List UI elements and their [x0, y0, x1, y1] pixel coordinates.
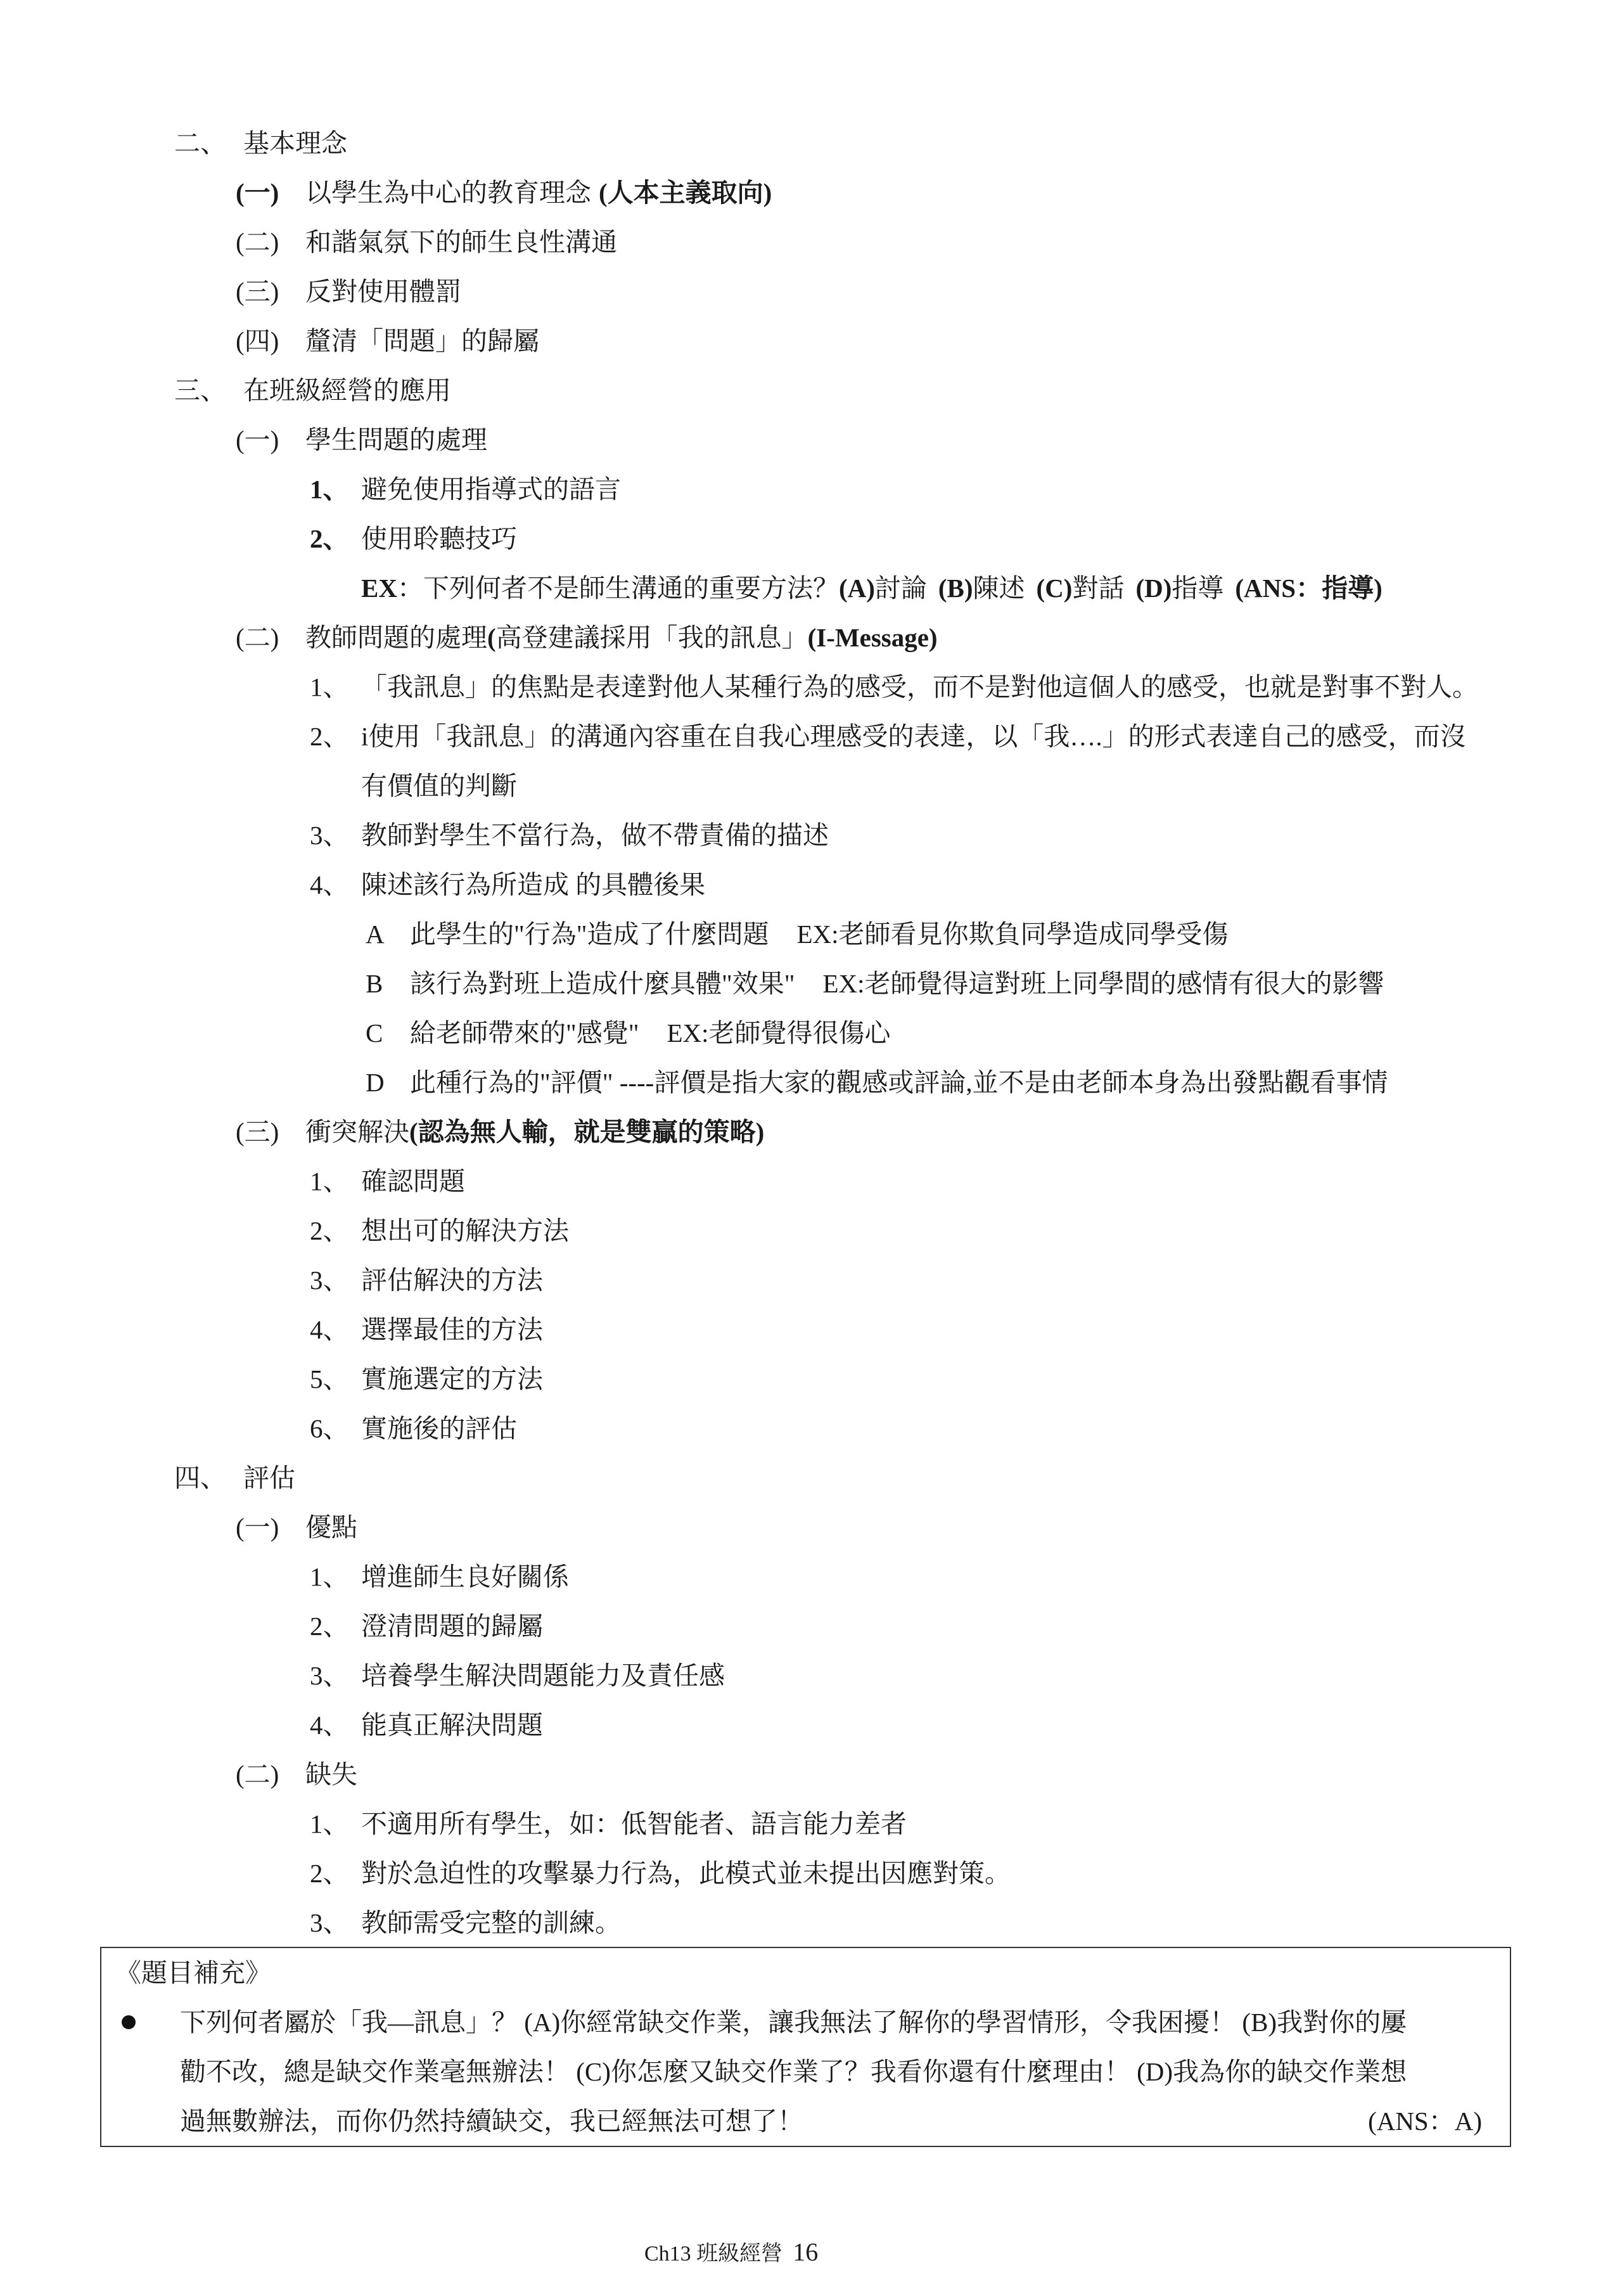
- consequence-item: [0, 1008, 1622, 1058]
- example-prefix: EX: [361, 574, 397, 603]
- subsection-note: (認為無人輸，就是雙贏的策略): [409, 1117, 765, 1146]
- consequence-item: [0, 909, 1622, 959]
- supplement-box: [100, 1947, 1511, 2147]
- list-text: 對於急迫性的攻擊暴力行為，此模式並未提出因應對策。: [361, 1859, 1011, 1888]
- list-number: 5、: [310, 1364, 349, 1394]
- bullet-icon: [122, 2015, 136, 2029]
- list-text: 確認問題: [361, 1167, 465, 1196]
- option-key: (D): [1135, 574, 1172, 603]
- item-number: (二): [236, 228, 279, 257]
- example-question: [0, 563, 1622, 613]
- consequence-example: EX:老師覺得這對班上同學間的感情有很大的影響: [822, 969, 1384, 998]
- list-number: 3、: [310, 821, 349, 850]
- consequence-key: D: [366, 1068, 385, 1097]
- list-number: 2、: [310, 1859, 349, 1888]
- item-text: 反對使用體罰: [305, 277, 461, 306]
- list-item: [0, 1601, 1622, 1651]
- subsection-number: (二): [236, 1760, 279, 1789]
- list-number: 2、: [310, 1216, 349, 1245]
- section-title: 在班級經營的應用: [243, 376, 451, 405]
- list-text: 陳述該行為所造成 的具體後果: [361, 870, 706, 899]
- list-text: 增進師生良好關係: [361, 1562, 569, 1591]
- list-item: [0, 860, 1622, 909]
- option-text: 指導: [1172, 574, 1224, 603]
- list-text: 選擇最佳的方法: [361, 1315, 543, 1344]
- item-text: 釐清「問題」的歸屬: [305, 326, 539, 356]
- list-text: 避免使用指導式的語言: [361, 475, 621, 504]
- example-answer: (ANS：指導): [1235, 574, 1383, 603]
- concept-item: [0, 217, 1622, 267]
- consequence-key: C: [366, 1018, 383, 1048]
- consequence-example: EX:老師覺得很傷心: [667, 1018, 891, 1048]
- list-item: [0, 662, 1622, 712]
- list-number: 1、: [310, 672, 349, 702]
- section-heading-basic-concepts: [0, 119, 1622, 168]
- consequence-text: 此種行為的"評價" ----評價是指大家的觀感或評論,並不是由老師本身為出發點觀看事情: [410, 1068, 1388, 1097]
- list-text: 「我訊息」的焦點是表達對他人某種行為的感受，而不是對他這個人的感受，也就是對事不對人。: [361, 672, 1478, 702]
- subsection-number: (二): [236, 623, 279, 652]
- list-number: 4、: [310, 870, 349, 899]
- list-text: i使用「我訊息」的溝通內容重在自我心理感受的表達，以「我….」的形式表達自己的感受，而沒: [361, 722, 1466, 751]
- subsection-note-english: (I-Message): [807, 623, 938, 652]
- concept-item: [0, 316, 1622, 366]
- list-number: 4、: [310, 1710, 349, 1740]
- option-text: 對話: [1072, 574, 1125, 603]
- option-key: (B): [938, 574, 973, 603]
- subsection-note: 高登建議採用「我的訊息」: [495, 623, 808, 652]
- item-number: (三): [236, 277, 279, 306]
- list-text: 培養學生解決問題能力及責任感: [361, 1661, 725, 1690]
- list-item: [0, 1799, 1622, 1849]
- list-item: [0, 1206, 1622, 1255]
- subsection-number: (一): [236, 425, 279, 454]
- item-number: (四): [236, 326, 279, 356]
- question-line: 勸不改，總是缺交作業毫無辦法！ (C)你怎麼又缺交作業了？我看你還有什麼理由！ (D)我為你的缺交作業想: [180, 2057, 1407, 2086]
- section-heading-evaluation: [0, 1453, 1622, 1503]
- list-item: [0, 465, 1622, 514]
- list-number: 3、: [310, 1266, 349, 1295]
- question-answer: (ANS：A): [1368, 2107, 1482, 2136]
- item-text: 以學生為中心的教育理念: [305, 178, 591, 207]
- item-note: (人本主義取向): [599, 178, 772, 207]
- consequence-key: A: [366, 920, 385, 949]
- option-text: 討論: [874, 574, 927, 603]
- list-item: [0, 811, 1622, 860]
- subsection-heading-teacher-problems: [0, 613, 1622, 662]
- list-text: 評估解決的方法: [361, 1266, 543, 1295]
- list-text: 教師需受完整的訓練。: [361, 1908, 621, 1937]
- section-number: 二、: [174, 129, 226, 158]
- concept-item: [0, 267, 1622, 316]
- list-text: 實施選定的方法: [361, 1364, 543, 1394]
- list-number: 3、: [310, 1661, 349, 1690]
- outline-content: [0, 119, 1622, 1947]
- consequence-example: EX:老師看見你欺負同學造成同學受傷: [796, 920, 1229, 949]
- subsection-heading-cons: [0, 1750, 1622, 1799]
- list-number: 2、: [310, 1612, 349, 1641]
- list-text: 教師對學生不當行為，做不帶責備的描述: [361, 821, 829, 850]
- section-title: 基本理念: [243, 129, 347, 158]
- list-item: [0, 514, 1622, 563]
- list-text: 不適用所有學生，如：低智能者、語言能力差者: [361, 1809, 907, 1838]
- subsection-heading-pros: [0, 1503, 1622, 1552]
- subsection-title: 衝突解決: [305, 1117, 409, 1146]
- list-number: 1、: [310, 1809, 349, 1838]
- list-text: 想出可的解決方法: [361, 1216, 569, 1245]
- section-title: 評估: [243, 1463, 295, 1492]
- consequence-key: B: [366, 969, 383, 998]
- list-number: 2、: [310, 722, 349, 751]
- consequence-text: 該行為對班上造成什麼具體"效果": [410, 969, 795, 998]
- list-number: 3、: [310, 1908, 349, 1937]
- option-key: (C): [1036, 574, 1073, 603]
- list-item-continuation: [0, 761, 1622, 811]
- subsection-title: 學生問題的處理: [305, 425, 487, 454]
- page-footer: [644, 2235, 818, 2270]
- subsection-heading-student-problems: [0, 415, 1622, 465]
- subsection-number: (一): [236, 1513, 279, 1542]
- list-item: [0, 1404, 1622, 1453]
- list-number: 1、: [310, 1167, 349, 1196]
- list-text: 實施後的評估: [361, 1414, 517, 1443]
- example-question-text: ：下列何者不是師生溝通的重要方法？: [397, 574, 839, 603]
- section-heading-application: [0, 366, 1622, 415]
- concept-item: [0, 168, 1622, 217]
- list-item: [0, 1305, 1622, 1354]
- consequence-text: 此學生的"行為"造成了什麼問題: [410, 920, 769, 949]
- option-text: 陳述: [973, 574, 1025, 603]
- item-number: (一): [236, 178, 279, 207]
- option-key: (A): [838, 574, 875, 603]
- list-text: 澄清問題的歸屬: [361, 1612, 543, 1641]
- list-item: [0, 1898, 1622, 1947]
- list-number: 6、: [310, 1414, 349, 1443]
- list-number: 4、: [310, 1315, 349, 1344]
- list-item: [0, 1651, 1622, 1700]
- chapter-label: Ch13 班級經營: [644, 2242, 783, 2266]
- list-text: 能真正解決問題: [361, 1710, 543, 1740]
- note-open-paren: (: [487, 623, 496, 652]
- question-line: 下列何者屬於「我—訊息」？ (A)你經常缺交作業，讓我無法了解你的學習情形，令我困擾！ (B)我對你的屢: [180, 2008, 1407, 2037]
- subsection-number: (三): [236, 1117, 279, 1146]
- list-item: [0, 1849, 1622, 1898]
- list-item: [0, 1552, 1622, 1601]
- subsection-title: 教師問題的處理: [305, 623, 487, 652]
- page-number: 16: [793, 2238, 819, 2266]
- consequence-item: [0, 959, 1622, 1008]
- consequence-item: [0, 1058, 1622, 1107]
- list-text: 使用聆聽技巧: [361, 524, 517, 553]
- list-number: 1、: [310, 475, 349, 504]
- consequence-text: 給老師帶來的"感覺": [410, 1018, 639, 1048]
- subsection-title: 缺失: [305, 1760, 357, 1789]
- subsection-title: 優點: [305, 1513, 357, 1542]
- list-number: 1、: [310, 1562, 349, 1591]
- list-item: [0, 1157, 1622, 1206]
- item-text: 和諧氣氛下的師生良性溝通: [305, 228, 617, 257]
- supplement-title: 《題目補充》: [115, 1958, 271, 1987]
- list-text-continuation: 有價值的判斷: [361, 771, 517, 800]
- subsection-heading-conflict-resolution: [0, 1107, 1622, 1157]
- list-item: [0, 1354, 1622, 1404]
- question-line: 過無數辦法，而你仍然持續缺交，我已經無法可想了！: [180, 2107, 803, 2136]
- list-number: 2、: [310, 524, 349, 553]
- list-item: [0, 1700, 1622, 1750]
- list-item: [0, 712, 1622, 761]
- list-item: [0, 1255, 1622, 1305]
- section-number: 四、: [174, 1463, 226, 1492]
- section-number: 三、: [174, 376, 226, 405]
